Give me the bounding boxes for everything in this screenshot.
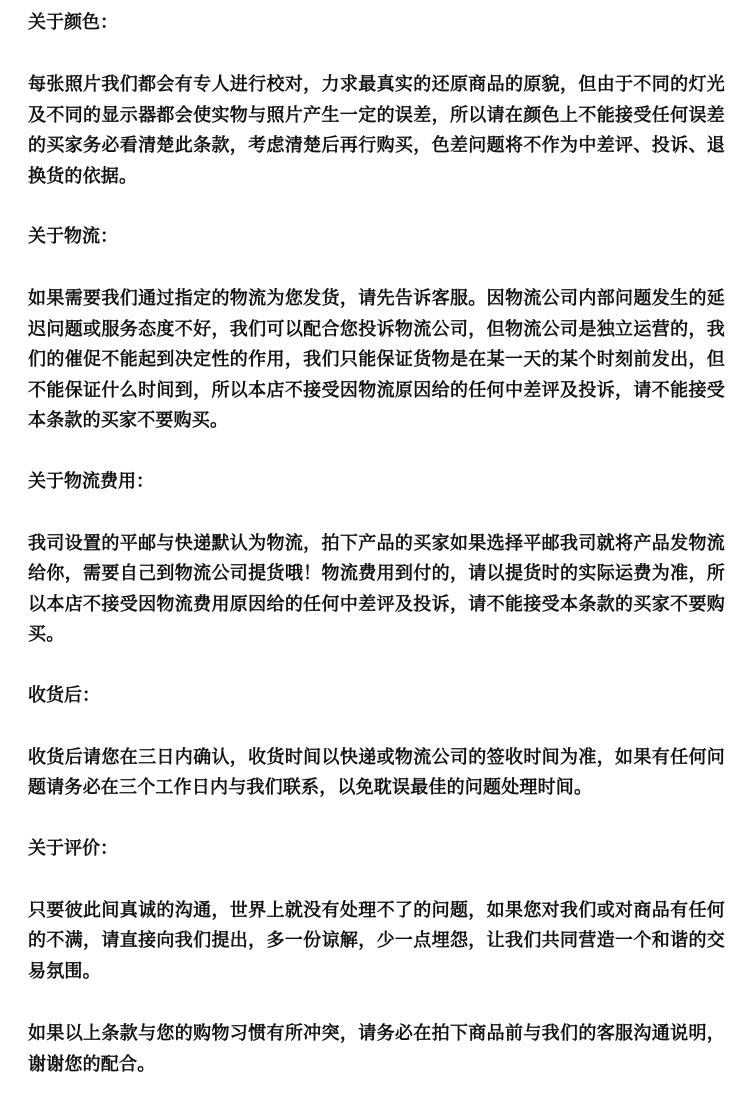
section-body: 收货后请您在三日内确认，收货时间以快递或物流公司的签收时间为准，如果有任何问题请务必在三个工作日内与我们联系，以免耽误最佳的问题处理时间。: [28, 746, 725, 798]
section-logistics-fee: [28, 469, 725, 651]
section-reviews: [28, 836, 725, 988]
section-heading: 关于颜色：: [28, 12, 118, 33]
section-heading: 关于评价：: [28, 837, 118, 859]
section-logistics: [28, 224, 725, 437]
section-body: 每张照片我们都会有专人进行校对，力求最真实的还原商品的原貌，但由于不同的灯光及不同的显示器都会使实物与照片产生一定的误差，所以请在颜色上不能接受任何误差的买家务必看清楚此条款，考虑清楚后再行购买，色差问题将不作为中差评、投诉、退换货的依据。: [28, 74, 725, 187]
section-heading: 关于物流：: [28, 226, 118, 247]
section-heading: 关于物流费用：: [28, 470, 154, 492]
section-color: [28, 10, 725, 192]
section-body: 只要彼此间真诚的沟通，世界上就没有处理不了的问题，如果您对我们或对商品有任何的不满，请直接向我们提出，多一份谅解，少一点埋怨，让我们共同营造一个和谐的交易氛围。: [28, 899, 725, 982]
section-heading: 收货后：: [28, 684, 100, 706]
section-after-receipt: [28, 683, 725, 804]
section-body: 我司设置的平邮与快递默认为物流，拍下产品的买家如果选择平邮我司就将产品发物流给你，需要自己到物流公司提货哦！物流费用到付的，请以提货时的实际运费为准，所以本店不接受因物流费用原因给的任何中差评及投诉，请不能接受本条款的买家不要购买。: [28, 532, 725, 645]
closing-text: 如果以上条款与您的购物习惯有所冲突，请务必在拍下商品前与我们的客服沟通说明，谢谢您的配合。: [28, 1023, 725, 1075]
closing-note: [28, 1019, 725, 1080]
section-body: 如果需要我们通过指定的物流为您发货，请先告诉客服。因物流公司内部问题发生的延迟问题或服务态度不好，我们可以配合您投诉物流公司，但物流公司是独立运营的，我们的催促不能起到决定性的作用，我们只能保证货物是在某一天的某个时刻前发出，但不能保证什么时间到，所以本店不接受因物流原因给的任何中差评及投诉，请不能接受本条款的买家不要购买。: [28, 288, 725, 431]
